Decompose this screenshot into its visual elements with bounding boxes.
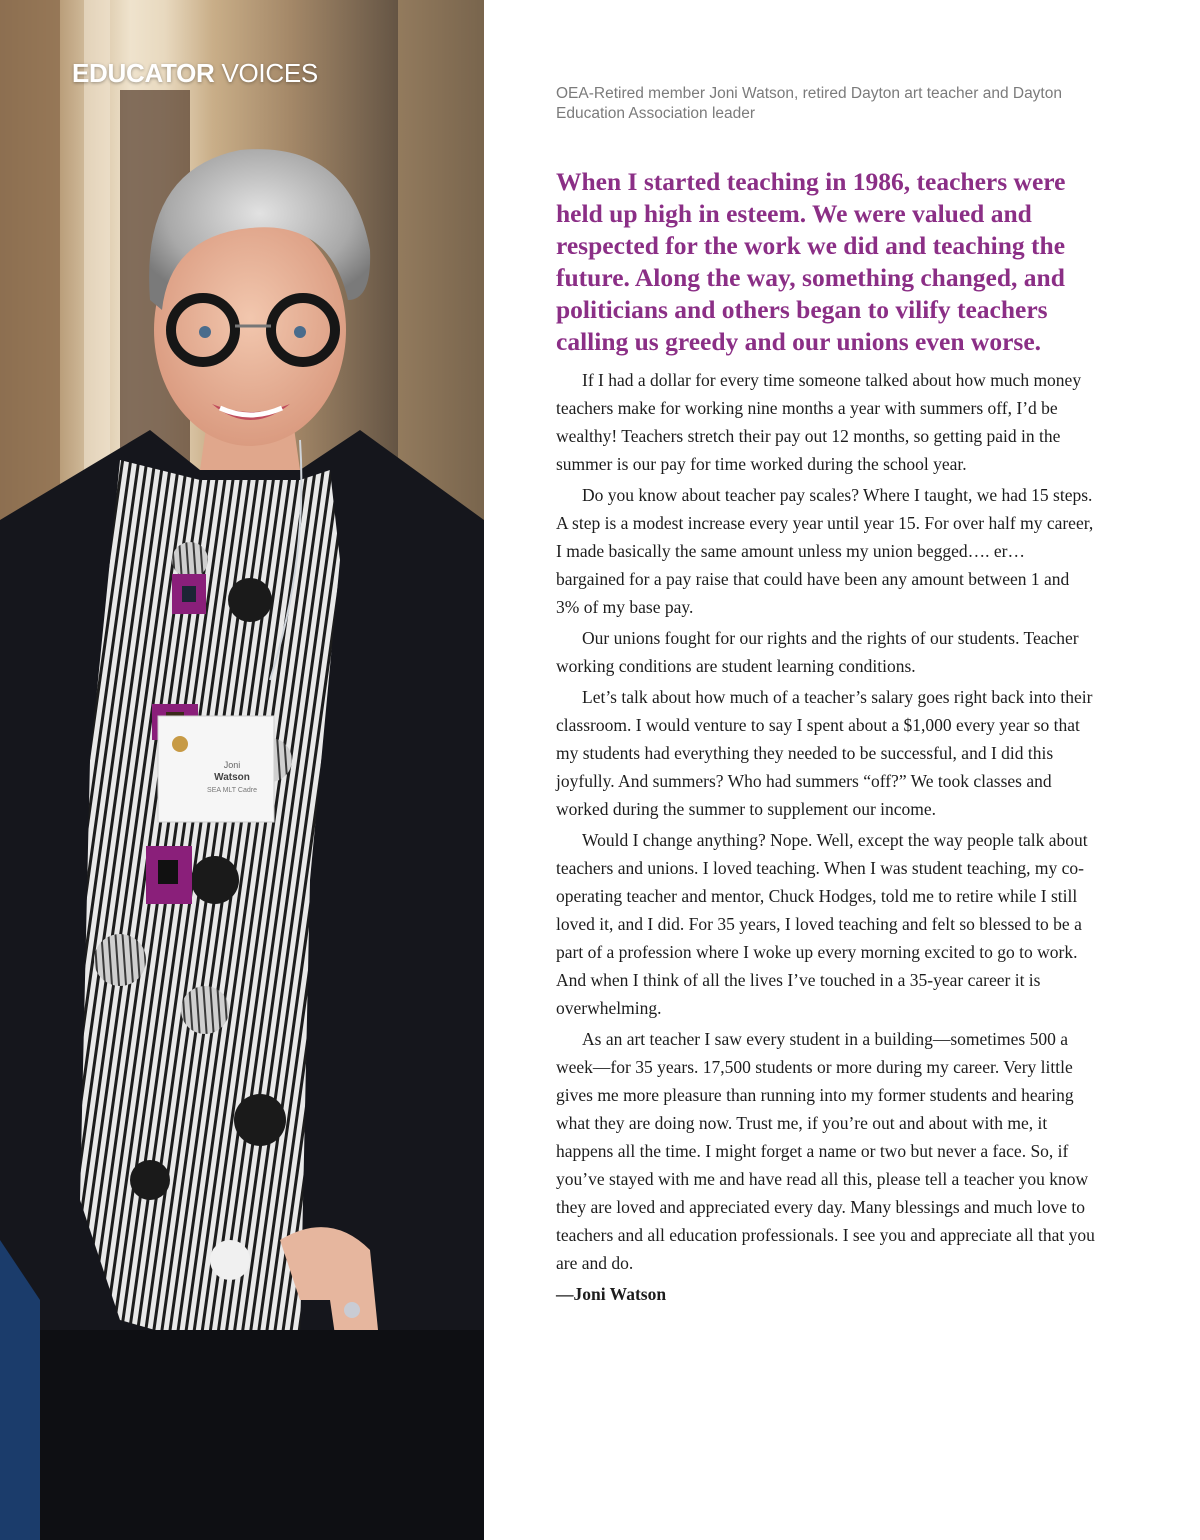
body-paragraph: If I had a dollar for every time someone talked about how much money teachers make for working nine months a year with summers off, I’d be wealthy! Teachers stretch their pay out 12 months, so getting paid in the summer is our pay for time worked during the school year. [556,370,1082,474]
section-label [72,58,318,89]
portrait-illustration [0,0,484,1540]
badge-role: SEA MLT Cadre [207,787,257,794]
body-paragraph: Let’s talk about how much of a teacher’s salary goes right back into their classroom. I would venture to say I spent about a $1,000 every year so that my students had everything they needed to be successful, and I did this joyfully. And summers? Who had summers “off?” We took classes and worked during the summer to supplement our income. [556,687,1093,819]
article-body [556,366,1096,1277]
photo-caption: OEA-Retired member Joni Watson, retired Dayton art teacher and Dayton Education Association leader [556,85,1062,122]
section-label-bold: EDUCATOR [72,58,215,88]
badge-last-name: Watson [214,772,250,783]
article-column [556,84,1096,1308]
body-paragraph: Our unions fought for our rights and the rights of our students. Teacher working conditions are student learning conditions. [556,628,1079,676]
body-paragraph: As an art teacher I saw every student in a building—sometimes 500 a week—for 35 years. 17,500 students or more during my career. Very little gives me more pleasure than running into my former students and hearing what they are doing now. Trust me, if you’re out and about with me, it happens all the time. I might forget a name or two but never a face. So, if you’ve stayed with me and have read all this, please tell a teacher you know they are loved and appreciated every day. Many blessings and much love to teachers and all education professionals. I see you and appreciate all that you are and do. [556,1029,1095,1273]
body-paragraph: Would I change anything? Nope. Well, except the way people talk about teachers and unions. I loved teaching. When I was student teaching, my co-operating teacher and mentor, Chuck Hodges, told me to retire while I still loved it, and I did. For 35 years, I loved teaching and felt so blessed to be a part of a profession where I woke up every morning excited to go to work. And when I think of all the lives I’ve touched in a 35-year career it is overwhelming. [556,830,1088,1018]
badge-first-name: Joni [223,760,241,770]
body-paragraph: Do you know about teacher pay scales? Where I taught, we had 15 steps. A step is a modest increase every year until year 15. For over half my career, I made basically the same amount unless my union begged…. er… bargained for a pay raise that could have been any amount between 1 and 3% of my base pay. [556,485,1094,617]
name-badge [158,716,274,822]
portrait-photo [0,0,484,1540]
author-signature: —Joni Watson [556,1284,667,1304]
pull-quote: When I started teaching in 1986, teachers were held up high in esteem. We were valued and respected for the work we did and teaching the future. Along the way, something changed, and politicians and others began to vilify teachers calling us greedy and our unions even worse. [556,167,1066,356]
section-label-light: VOICES [221,58,318,88]
